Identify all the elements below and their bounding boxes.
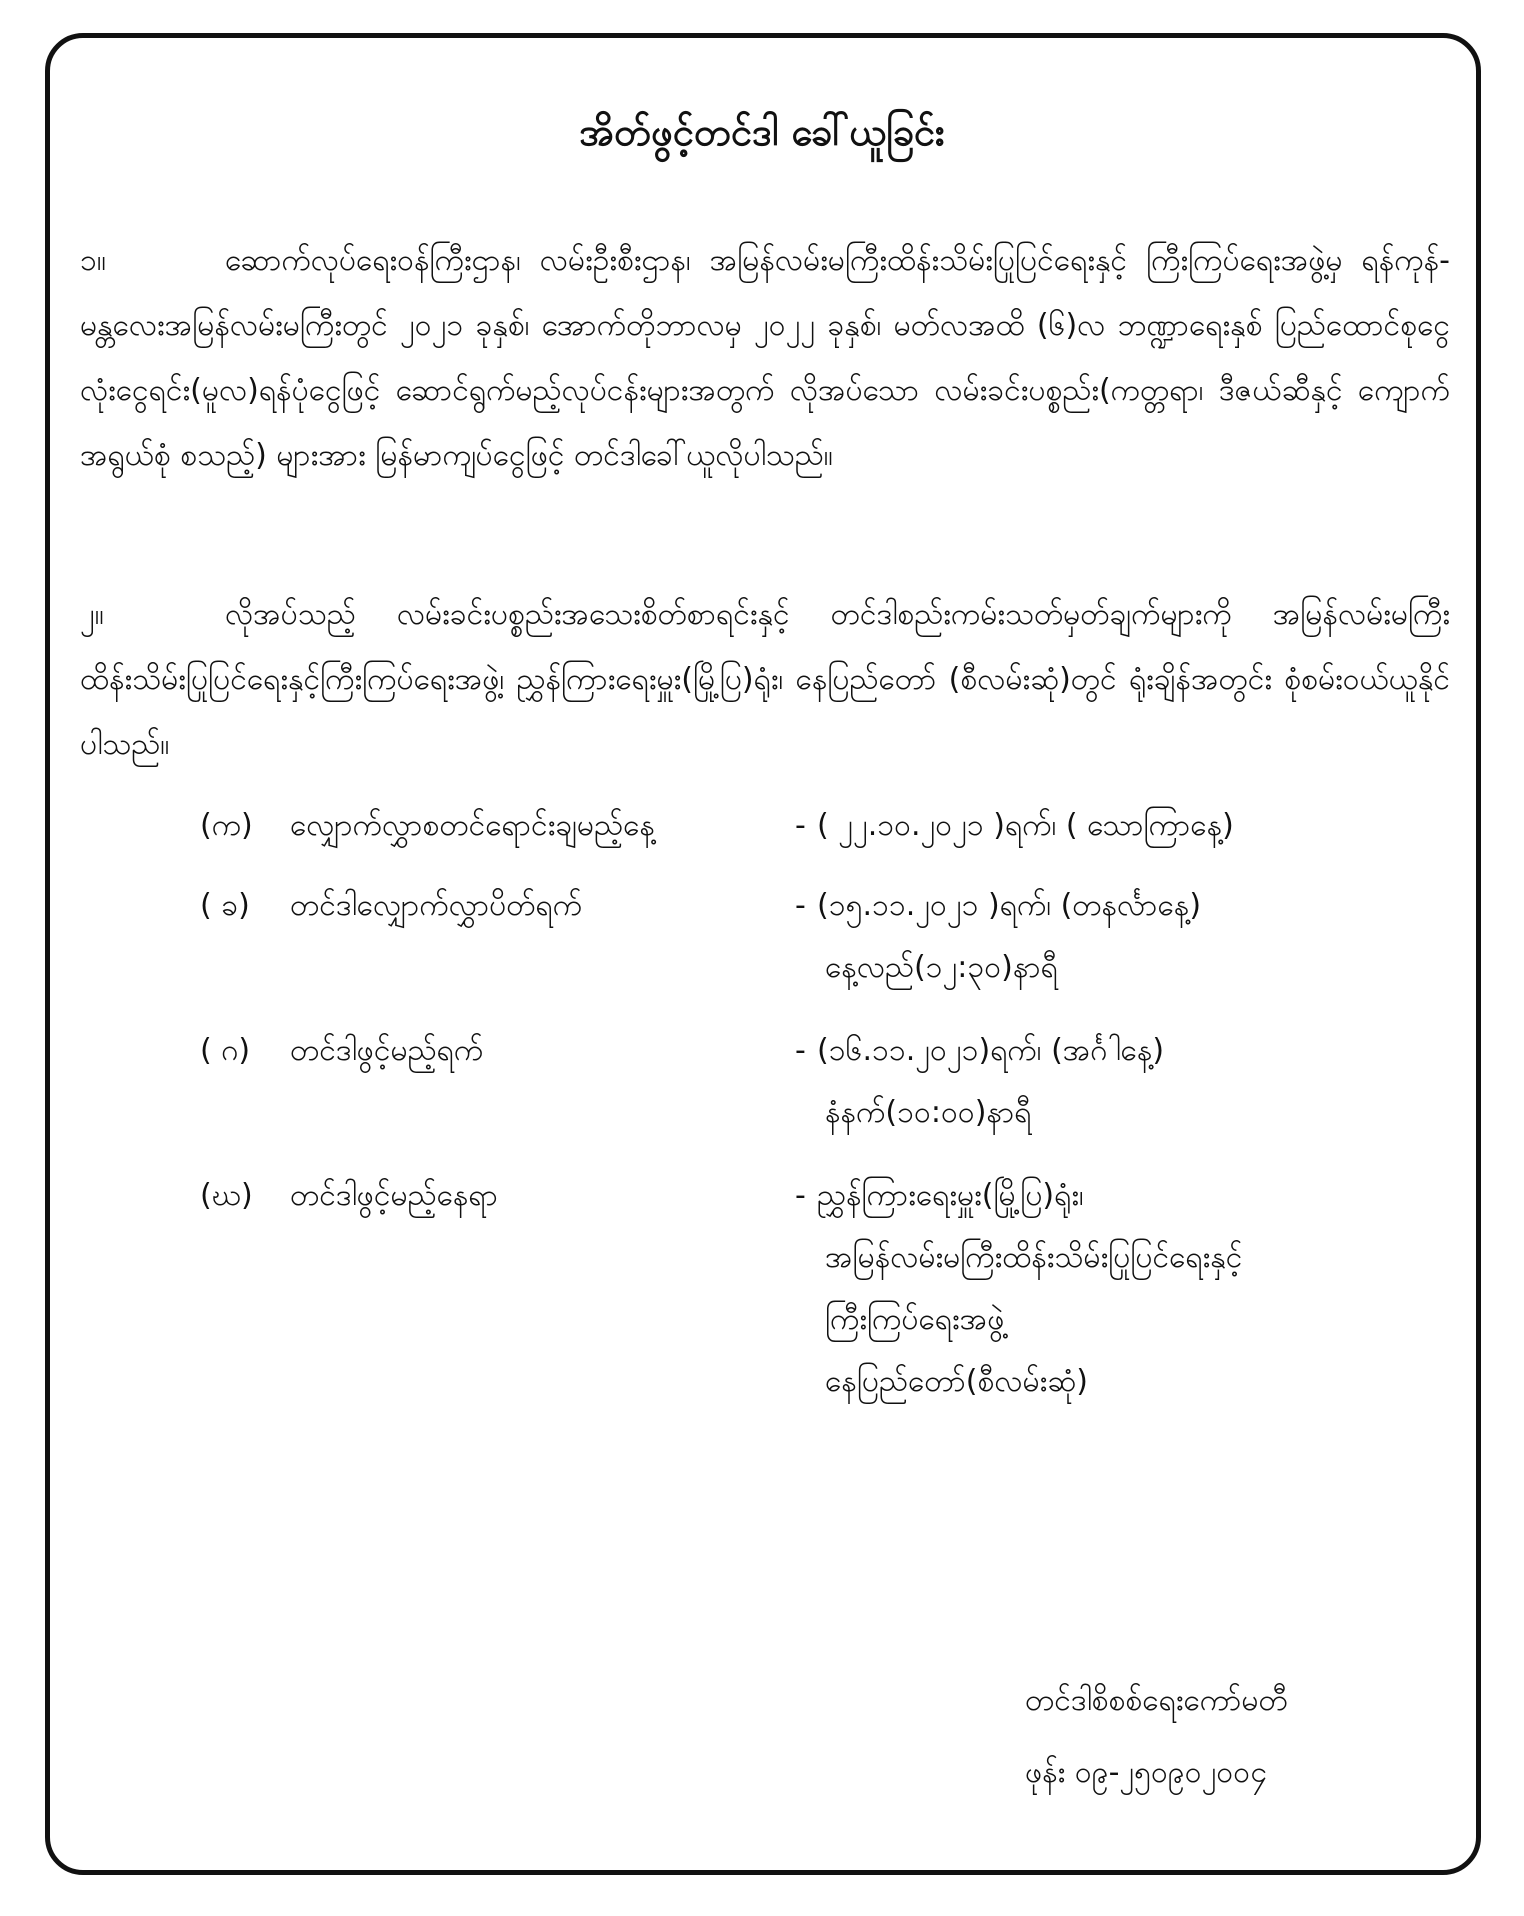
dash: - [795,1178,806,1213]
item-label: တင်ဒါလျှောက်လွှာပိတ်ရက် [290,888,583,923]
paragraph-2 [80,582,1450,777]
signature-phone: ဖုန်း ၀၉-၂၅၀၉၀၂၀၀၄ [1025,1755,1267,1790]
item-value [795,1030,1164,1075]
paragraph-1-number: ၁။ [80,243,106,278]
item-label: တင်ဒါဖွင့်မည့်ရက် [290,1033,484,1068]
item-value [795,805,1234,850]
signature-committee: တင်ဒါစိစစ်ရေးကော်မတီ [1025,1683,1288,1718]
item-extra-line: အမြန်လမ်းမကြီးထိန်းသိမ်းပြုပြင်ရေးနှင့် [825,1240,1243,1275]
dash: - [795,808,806,843]
item-extra-line: ကြီးကြပ်ရေးအဖွဲ့ [825,1302,1005,1337]
item-mark: (ဃ) [200,1178,253,1213]
item-mark: ( ခ) [200,888,250,923]
paragraph-2-text: လိုအပ်သည့် လမ်းခင်းပစ္စည်းအသေးစိတ်စာရင်းနှင့် တင်ဒါစည်းကမ်းသတ်မှတ်ချက်များကို အမြန်လမ်းမကြီးထိန်းသိမ်းပြုပြင်ရေးနှင့်ကြီးကြပ်ရေးအဖွဲ့၊ ညွှန်ကြားရေးမှူး(မြို့ပြ)ရုံး၊ နေပြည်တော် (စီလမ်းဆုံ)တွင် ရုံးချိန်အတွင်း စုံစမ်းဝယ်ယူနိုင်ပါသည်။ [80,597,1450,762]
item-value-text: (၁၆.၁၁.၂၀၂၁)ရက်၊ (အင်္ဂါနေ့) [817,1033,1165,1068]
item-value-text: (၁၅.၁၁.၂၀၂၁ )ရက်၊ (တနင်္လာနေ့) [817,888,1202,923]
item-value [795,885,1201,930]
item-value [795,1175,1084,1220]
item-extra-line: နေပြည်တော်(စီလမ်းဆုံ) [825,1364,1088,1399]
item-extra-line: နေ့လည်(၁၂:၃၀)နာရီ [825,950,1058,985]
dash: - [795,1033,806,1068]
item-value-text: ညွှန်ကြားရေးမှူး(မြို့ပြ)ရုံး၊ [817,1178,1084,1213]
paragraph-1 [80,228,1450,488]
dash: - [795,888,806,923]
item-label: လျှောက်လွှာစတင်ရောင်းချမည့်နေ့ [290,808,655,843]
item-label: တင်ဒါဖွင့်မည့်နေရာ [290,1178,498,1213]
item-mark: (က) [200,808,253,843]
item-extra-line: နံနက်(၁၀:၀၀)နာရီ [825,1095,1032,1130]
item-mark: ( ဂ) [200,1033,251,1068]
page-title: အိတ်ဖွင့်တင်ဒါ ခေါ်ယူခြင်း [579,110,945,154]
item-value-text: ( ၂၂.၁၀.၂၀၂၁ )ရက်၊ ( သောကြာနေ့) [817,808,1234,843]
paragraph-1-text: ဆောက်လုပ်ရေးဝန်ကြီးဌာန၊ လမ်းဦးစီးဌာန၊ အမြန်လမ်းမကြီးထိန်းသိမ်းပြုပြင်ရေးနှင့် ကြီးကြပ်ရေးအဖွဲ့မှ ရန်ကုန်-မန္တလေးအမြန်လမ်းမကြီးတွင် ၂၀၂၁ ခုနှစ်၊ အောက်တိုဘာလမှ ၂၀၂၂ ခုနှစ်၊ မတ်လအထိ (၆)လ ဘဏ္ဍာရေးနှစ် ပြည်ထောင်စုငွေလုံးငွေရင်း(မူလ)ရန်ပုံငွေဖြင့် ဆောင်ရွက်မည့်လုပ်ငန်းများအတွက် လိုအပ်သော လမ်းခင်းပစ္စည်း(ကတ္တရာ၊ ဒီဇယ်ဆီနှင့် ကျောက်အရွယ်စုံ စသည့်) များအား မြန်မာကျပ်ငွေဖြင့် တင်ဒါခေါ်ယူလိုပါသည်။ [80,243,1450,473]
paragraph-2-number: ၂။ [80,597,104,632]
